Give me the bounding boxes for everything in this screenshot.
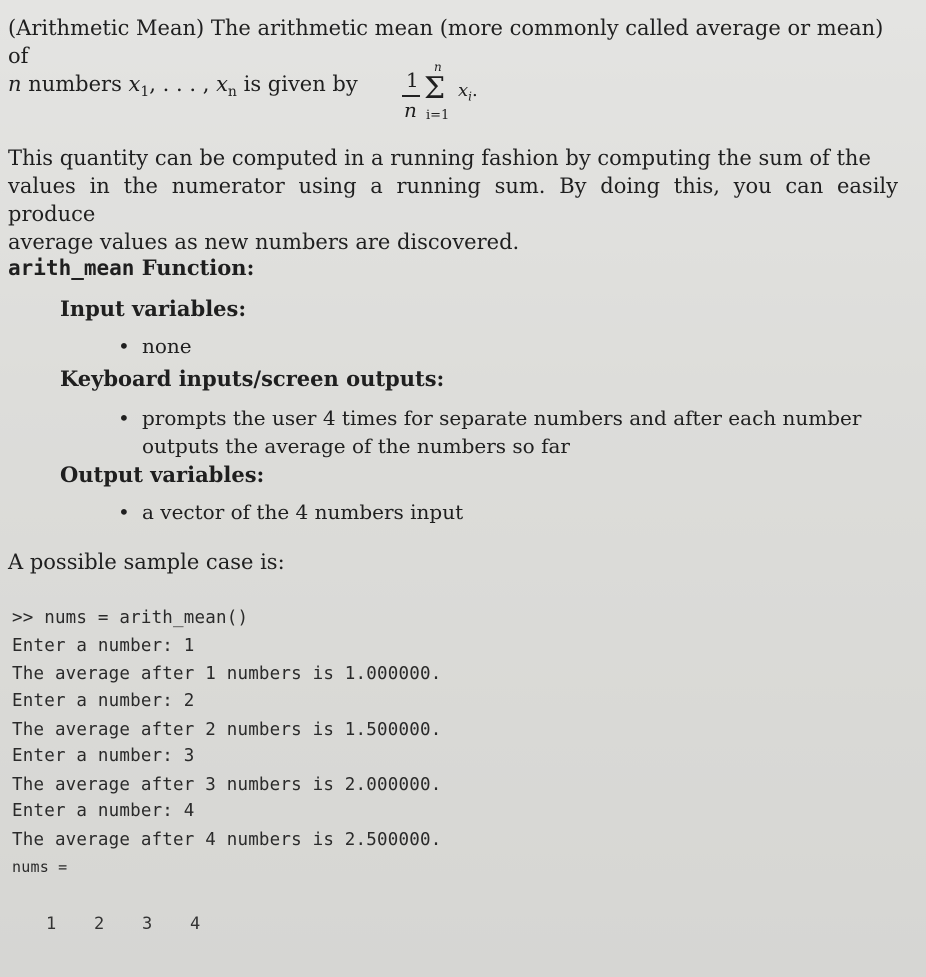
- code-line: The average after 3 numbers is 2.000000.: [12, 775, 442, 795]
- vector-value: 3: [142, 914, 153, 934]
- code-line: The average after 4 numbers is 2.500000.: [12, 830, 442, 850]
- para2-line-2: values in the numerator using a running sum. By doing this, you can easily produce: [8, 174, 898, 226]
- input-variables-item: • none: [118, 334, 192, 358]
- vector-value: 4: [190, 914, 201, 934]
- para2-line-3: average values as new numbers are discovered.: [8, 230, 520, 254]
- running-sum-paragraph: [8, 144, 898, 256]
- intro-line-1: (Arithmetic Mean) The arithmetic mean (more commonly called average or mean) of: [8, 16, 884, 68]
- eq-fraction-bar: [402, 95, 420, 97]
- vector-value: 2: [94, 914, 105, 934]
- input-variables-title: Input variables:: [60, 296, 247, 321]
- sigma-icon: Σ: [424, 71, 446, 106]
- keyboard-io-line-2: outputs the average of the numbers so far: [142, 434, 570, 458]
- code-line: >> nums = arith_mean(): [12, 608, 249, 628]
- xn-subscript: n: [227, 84, 237, 101]
- eq-sum-lower: i=1: [426, 108, 450, 123]
- arithmetic-mean-equation: [400, 60, 520, 136]
- para2-line-1: This quantity can be computed in a running fashion by computing the sum of the: [8, 146, 871, 170]
- code-line: Enter a number: 2: [12, 691, 195, 711]
- output-variables-title: Output variables:: [60, 462, 265, 487]
- eq-numerator: 1: [406, 68, 419, 92]
- bullet-icon: •: [118, 500, 130, 524]
- code-line: Enter a number: 4: [12, 801, 195, 821]
- function-name: arith_mean: [8, 256, 135, 280]
- function-heading-suffix: Function:: [134, 255, 255, 280]
- bullet-icon: •: [118, 334, 130, 358]
- keyboard-io-title: Keyboard inputs/screen outputs:: [60, 366, 445, 391]
- code-line: nums =: [12, 858, 68, 876]
- vector-value: 1: [46, 914, 57, 934]
- output-variables-item: • a vector of the 4 numbers input: [118, 500, 464, 524]
- intro-line-2: n numbers $x_1$, . . . , $x_n$ is given by: [8, 72, 358, 101]
- x1-subscript: 1: [140, 84, 150, 101]
- intro-line-2-suffix: is given by: [236, 72, 358, 96]
- eq-sum-upper: n: [434, 60, 442, 74]
- n-variable: n: [8, 72, 22, 96]
- sample-case-label: A possible sample case is:: [8, 550, 285, 574]
- bullet-icon: •: [118, 406, 130, 430]
- eq-term: $x_i$.: [458, 80, 478, 104]
- code-line: The average after 2 numbers is 1.500000.: [12, 720, 442, 740]
- code-line: Enter a number: 1: [12, 636, 195, 656]
- code-line: Enter a number: 3: [12, 746, 195, 766]
- code-line: The average after 1 numbers is 1.000000.: [12, 664, 442, 684]
- function-heading: [8, 254, 254, 282]
- eq-denominator: n: [404, 98, 417, 122]
- keyboard-io-item: [118, 404, 902, 460]
- keyboard-io-line-1: prompts the user 4 times for separate numbers and after each number: [142, 406, 862, 430]
